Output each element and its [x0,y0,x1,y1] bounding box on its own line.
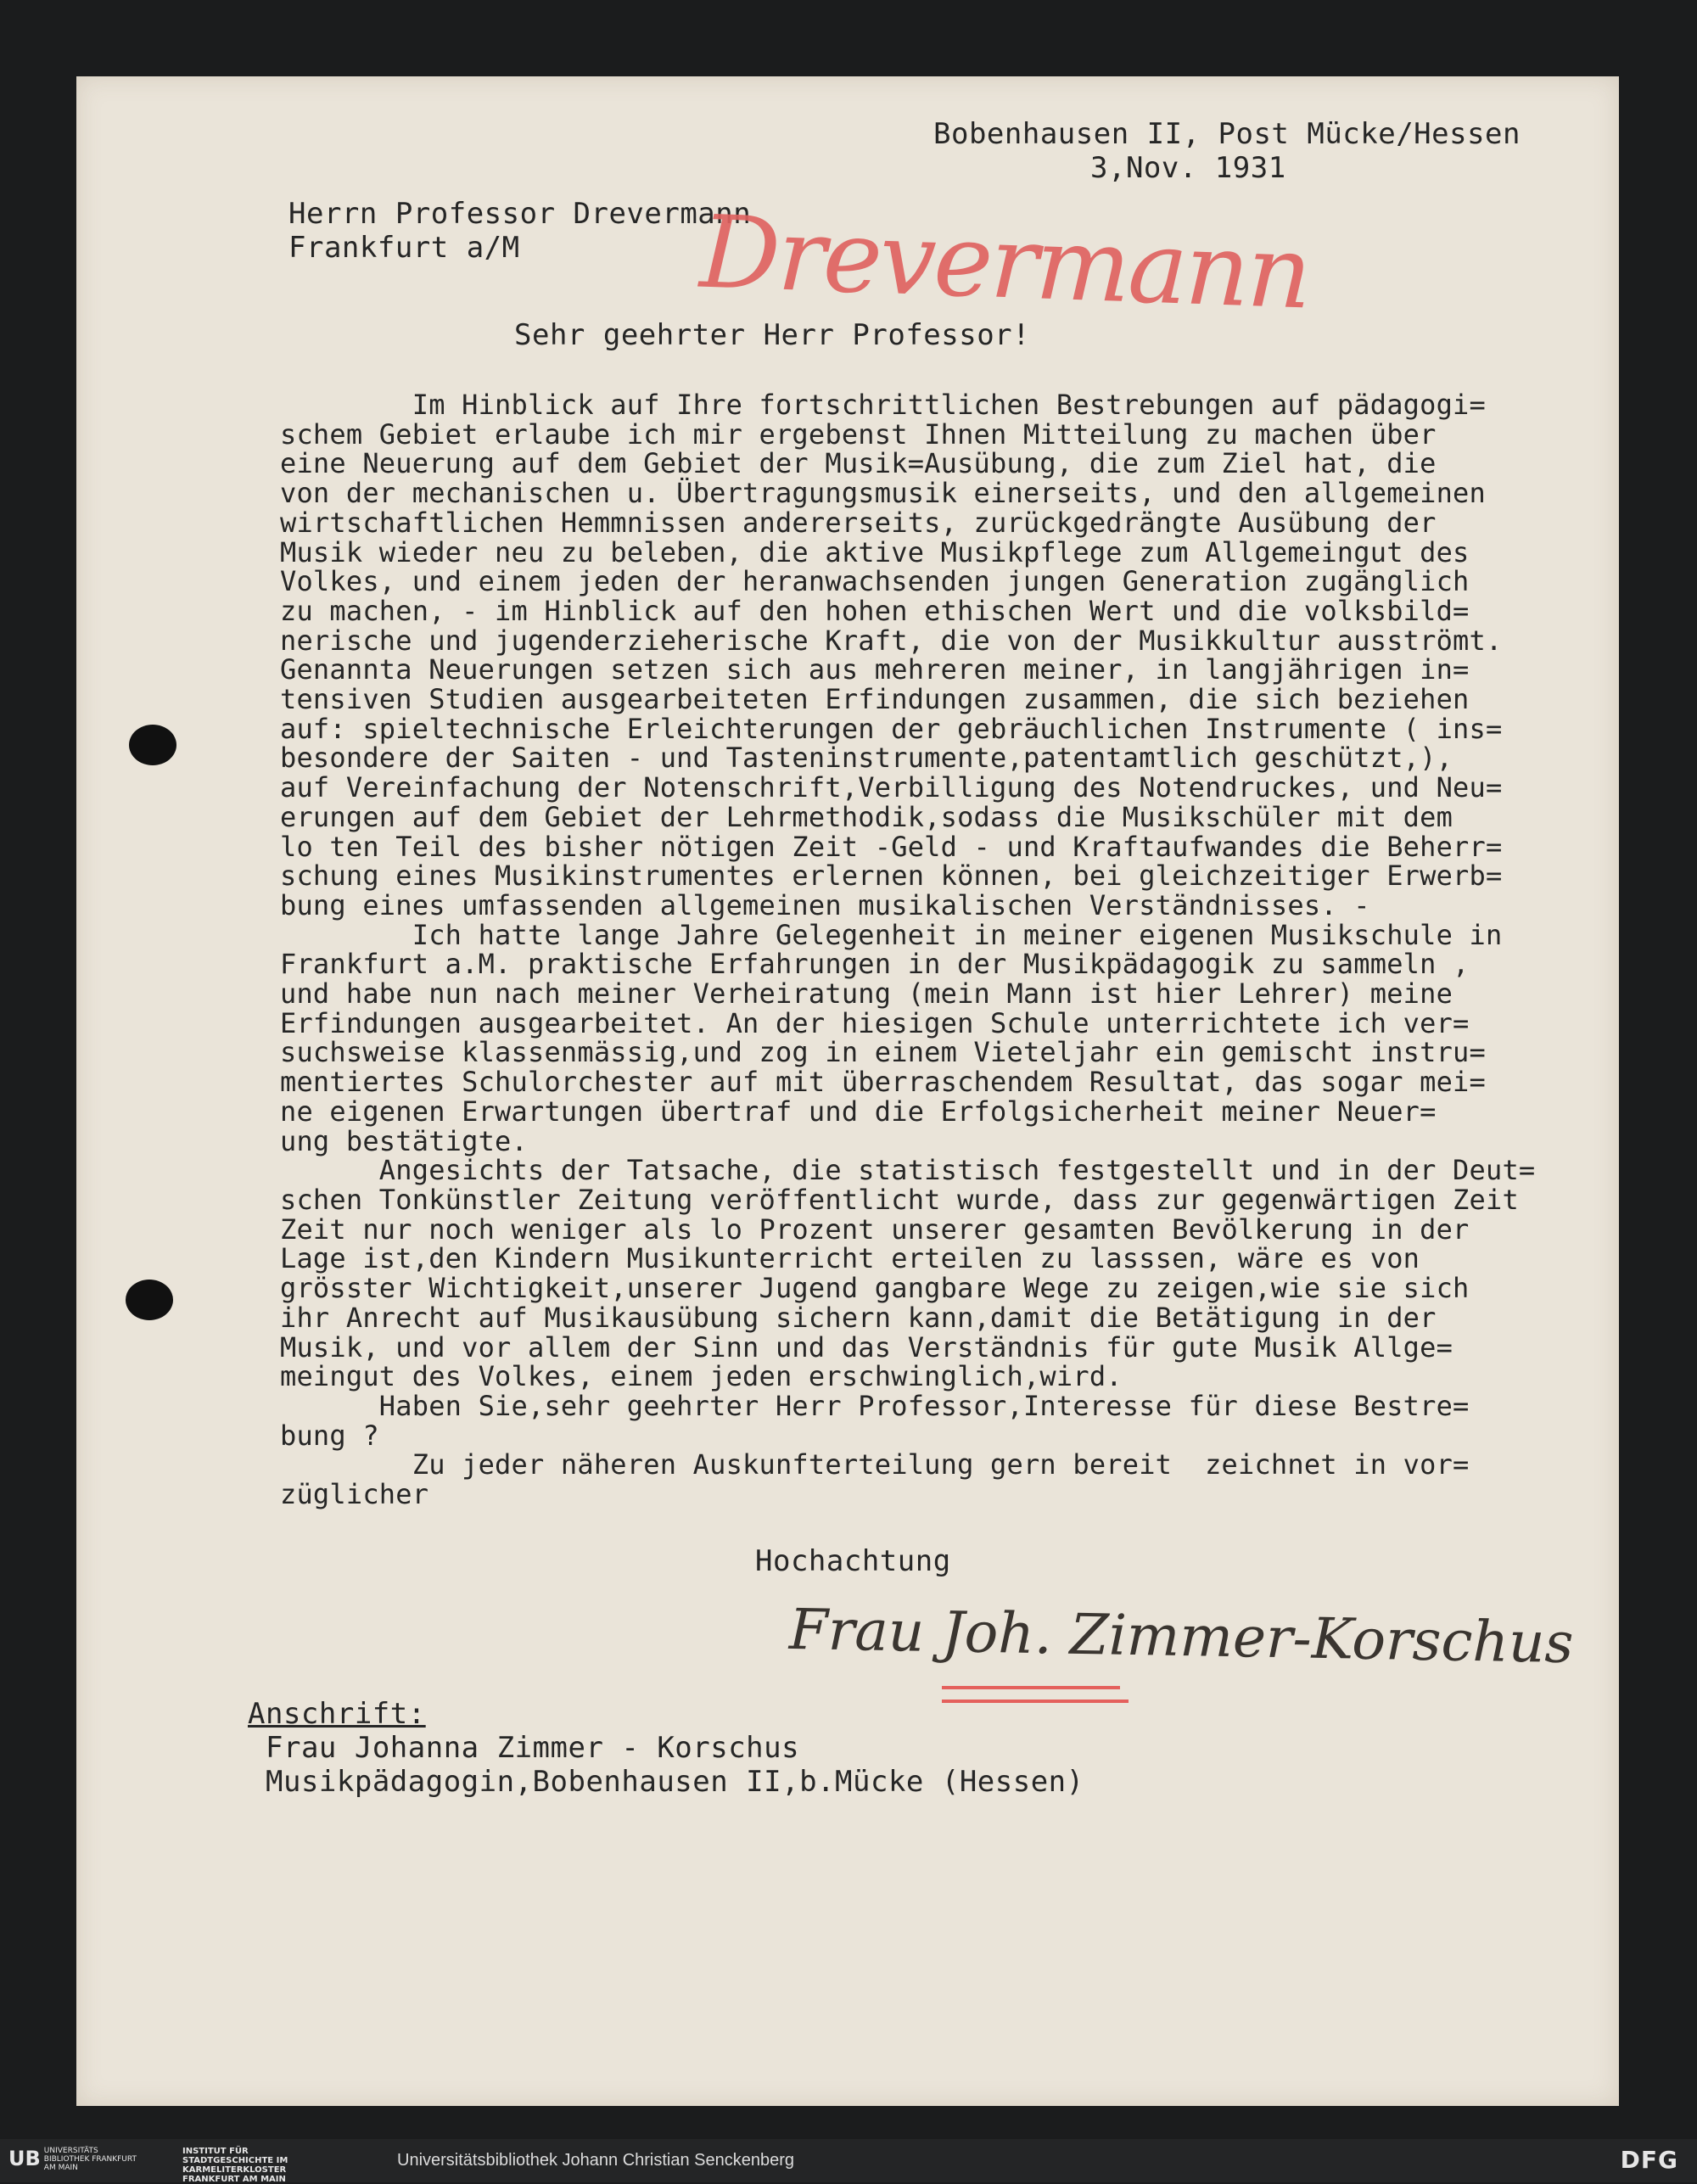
signature-underline-red-2 [942,1700,1129,1703]
punch-hole-top [129,725,176,765]
closing: Hochachtung [755,1544,951,1578]
recipient-name: Herrn Professor Drevermann [288,197,752,231]
address-label: Anschrift: [248,1697,426,1731]
red-pencil-annotation: Drevermann [697,193,1312,332]
library-name: Universitätsbibliothek Johann Christian Senckenberg [397,2151,795,2170]
recipient-city: Frankfurt a/M [288,231,520,265]
ub-logo-subtitle: UNIVERSITÄTS BIBLIOTHEK FRANKFURT AM MAIN [43,2147,137,2172]
viewer-footer [0,2139,1697,2182]
isg-logo: INSTITUT FÜR STADTGESCHICHTE IM KARMELITERKLOSTER FRANKFURT AM MAIN [182,2147,288,2184]
letter-date: 3,Nov. 1931 [1090,151,1286,185]
dfg-logo: DFG [1620,2146,1678,2174]
handwritten-signature: Frau Joh. Zimmer-Korschus [788,1596,1575,1677]
salutation: Sehr geehrter Herr Professor! [514,318,1031,352]
address-line: Musikpädagogin,Bobenhausen II,b.Mücke (Hessen) [266,1765,1084,1799]
ub-logo: UB UNIVERSITÄTS BIBLIOTHEK FRANKFURT AM MAIN [8,2147,137,2172]
address-name: Frau Johanna Zimmer - Korschus [266,1731,800,1765]
letter-page [76,76,1619,2106]
sender-place: Bobenhausen II, Post Mücke/Hessen [933,117,1521,151]
punch-hole-bottom [126,1280,173,1320]
letter-body: Im Hinblick auf Ihre fortschrittlichen Bestrebungen auf pädagogi= schem Gebiet erlaube ich mir ergebenst Ihnen Mitteilung zu machen über eine Neuerung auf dem Gebiet der Musik=Ausübung, die zum Ziel hat, die von der mechanischen u. Übertragungsmusik einerseits, und den allgemeinen wirtschaftlichen Hemmnissen andererseits, zurückgedrängte Ausübung der Musik wieder neu zu beleben, die aktive Musikpflege zum Allgemeingut des Volkes, und einem jeden der heranwachsenden jungen Generation zugänglich zu machen, - im Hinblick auf den hohen ethischen Wert und die volksbild= nerische und jugenderzieherische Kraft, die von der Musikkultur ausströmt. Genannta Neuerungen setzen sich aus mehreren meiner, in langjährigen in= tensiven Studien ausgearbeiteten Erfindungen zusammen, die sich beziehen auf: spieltechnische Erleichterungen der gebräuchlichen Instrumente ( ins= besondere der Saiten - und Tasteninstrumente,patentamtlich geschützt,), auf Vereinfachung der Notenschrift,Verbilligung des Notendruckes, und Neu= erungen auf dem Gebiet der Lehrmethodik,sodass die Musikschüler mit dem lo ten Teil des bisher nötigen Zeit -Geld - und Kraftaufwandes die Beherr= schung eines Musikinstrumentes erlernen können, bei gleichzeitiger Erwerb= bung eines umfassenden allgemeinen musikalischen Verständnisses. - Ich hatte lange Jahre Gelegenheit in meiner eigenen Musikschule in Frankfurt a.M. praktische Erfahrungen in der Musikpädagogik zu sammeln , und habe nun nach meiner Verheiratung (mein Mann ist hier Lehrer) meine Erfindungen ausgearbeitet. An der hiesigen Schule unterrichtete ich ver= suchsweise klassenmässig,und zog in einem Vieteljahr ein gemischt instru= mentiertes Schulorchester auf mit überraschendem Resultat, das sogar mei= ne eigenen Erwartungen übertraf und die Erfolgsicherheit meiner Neuer= ung bestätigte. Angesichts der Tatsache, die statistisch festgestellt und in der Deut= schen Tonkünstler Zeitung veröffentlicht wurde, dass zur gegenwärtigen Zeit Zeit nur noch weniger als lo Prozent unserer gesamten Bevölkerung in der Lage ist,den Kindern Musikunterricht erteilen zu lasssen, wäre es von grösster Wichtigkeit,unserer Jugend gangbare Wege zu zeigen,wie sie sich ihr Anrecht auf Musikausübung sichern kann,damit die Betätigung in der Musik, und vor allem der Sinn und das Verständnis für gute Musik Allge= meingut des Volkes, einem jeden erschwinglich,wird. Haben Sie,sehr geehrter Herr Professor,Interesse für diese Bestre= bung ? Zu jeder näheren Auskunfterteilung gern bereit zeichnet in vor= züglicher [280,389,1536,1511]
signature-underline-red [942,1686,1120,1689]
